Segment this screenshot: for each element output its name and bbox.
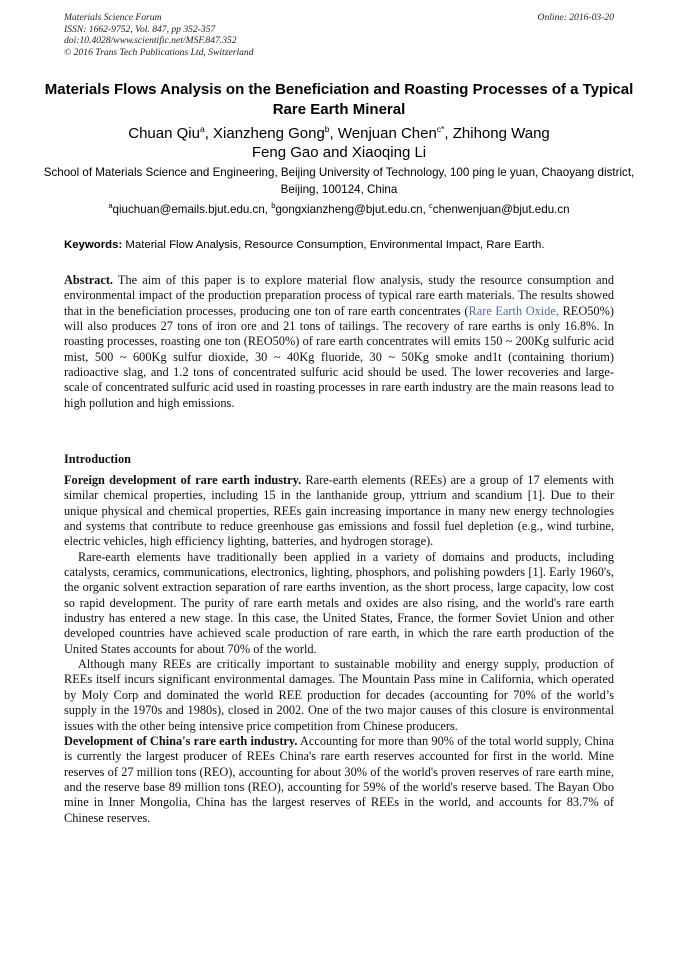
paper-title: Materials Flows Analysis on the Beneficiation and Roasting Processes of a Typical Rare Earth Mineral: [44, 81, 634, 118]
abstract: [64, 273, 614, 411]
keywords: [64, 237, 614, 253]
email-mark: b: [271, 201, 276, 211]
email-address[interactable]: chenwenjuan@bjut.edu.cn: [432, 203, 570, 216]
email-address[interactable]: qiuchuan@emails.bjut.edu.cn,: [112, 203, 269, 216]
paragraph-text: Rare-earth elements (REEs) are a group of 17 elements with similar chemical properties, including 15 in the lanthanide group, yttrium and scandium [1]. Due to their unique physical and chemical properties, REEs gain increasing importance in many new energy technologies and systems that contribute to reduce greenhouse gas emissions and fossil fuel depletion (e.g., wind turbine, electric vehicles, high efficiency lighting, batteries, and hydrogen storage).: [64, 473, 614, 549]
journal-info: [64, 12, 614, 58]
paragraph: Rare-earth elements have traditionally been applied in a variety of domains and products, including catalysts, ceramics, communications, electronics, lighting, phosphors, and polishing powders [1]. Early 1960's, the organic solvent extraction separation of rare earths invention, as the short process, large capacity, low cost so rapid development. The purity of rare earth metals and oxides are also rising, and the world's rare earth industry has entered a new stage. In this case, the United States, France, the former Soviet Union and other developed countries have achieved scale production of rare earth, in which the rare earth production of the United States accounts for about 70% of the world.: [64, 549, 614, 656]
paragraph-text: Accounting for more than 90% of the total world supply, China is currently the largest producer of REEs China's rare earth reserves accounted for first in the world. Mine reserves of 27 million tons (REO), accounting for about 30% of the world's proven reserves of rare earth mine, and the reserve base 89 million tons (REO), accounting for 59% of the world's reserve based. The Bayan Obo mine in Inner Mongolia, China has the largest reserves of REEs in the world, and accounts for 83.7% of Chinese reserves.: [64, 733, 614, 825]
online-date: Online: 2016-03-20: [537, 12, 614, 23]
email-address[interactable]: gongxianzheng@bjut.edu.cn,: [275, 203, 426, 216]
author-list: Chuan Qiu$^a$, Xianzheng Gong$^b$, Wenjuan Chen$^{c*}$, Zhihong Wang Feng Gao and Xiaoqing Li: [40, 124, 638, 162]
introduction-body: [64, 473, 614, 826]
journal-name: Materials Science Forum: [64, 12, 162, 23]
paragraph-lead: Development of China's rare earth industry.: [64, 733, 298, 748]
journal-doi: doi:10.4028/www.scientific.net/MSF.847.352: [64, 35, 237, 47]
section-heading: Introduction: [64, 452, 131, 466]
author-name: Zhihong Wang: [452, 125, 550, 142]
keywords-label: Keywords:: [64, 239, 123, 251]
author-affil-mark: b: [324, 124, 330, 134]
author-name: Feng Gao and Xiaoqing Li: [251, 144, 427, 161]
abstract-highlight: Rare Earth Oxide,: [468, 303, 559, 318]
journal-copyright: © 2016 Trans Tech Publications Ltd, Switzerland: [64, 46, 254, 58]
affiliation: School of Materials Science and Engineering, Beijing University of Technology, 100 ping le yuan, Chaoyang district, Beijing, 100124, China: [43, 166, 635, 196]
keywords-text: Material Flow Analysis, Resource Consumption, Environmental Impact, Rare Earth.: [122, 239, 545, 251]
journal-issn: ISSN: 1662-9752, Vol. 847, pp 352-357: [64, 23, 216, 35]
paragraph: [64, 473, 614, 550]
paragraph: [64, 734, 614, 826]
author-affil-mark: a: [199, 124, 205, 134]
email-mark: a: [108, 201, 113, 211]
author-name: Chuan Qiu: [128, 125, 200, 142]
paragraph: Although many REEs are critically important to sustainable mobility and energy supply, production of REEs itself incurs significant environmental damages. The Mountain Pass mine in California, which operated by Moly Corp and dominated the world REE production for decades (accounting for 70% of the world’s supply in the 1970s and 1980s), closed in 2002. One of the two major causes of this closure is environmental issues with the other being intensive price competition from Chinese producers.: [64, 657, 614, 733]
abstract-text: The aim of this paper is to explore material flow analysis, study the resource consumption and environmental impact of the production preparation process of typical rare earth materials. The results showed that in the beneficiation processes, producing one ton of rare earth concentrates (: [64, 273, 614, 318]
author-name: Xianzheng Gong: [213, 125, 325, 142]
abstract-text: REO50%) will also produces 27 tons of iron ore and 21 tons of tailings. The recovery of rare earths is only 16.8%. In roasting processes, roasting one ton (REO50%) of rare earth concentrates will emits 150 ~ 200Kg sulfuric acid mist, 500 ~ 600Kg sulfur dioxide, 30 ~ 40Kg fluoride, 30 ~ 50Kg smoke and1t (containing thorium) radioactive slag, and 1.2 tons of concentrated sulfuric acid should be used. The lower recoveries and large-scale of concentrated sulfuric acid used in roasting processes in rare earth industry are the main reasons lead to high pollution and high emissions.: [64, 303, 614, 410]
abstract-label: Abstract.: [64, 273, 114, 287]
author-name: Wenjuan Chen: [337, 125, 437, 142]
author-affil-mark: c*: [436, 124, 445, 134]
journal-header: [64, 12, 614, 58]
email-mark: c: [429, 201, 433, 211]
paragraph-lead: Foreign development of rare earth industry.: [64, 473, 302, 487]
author-emails: [40, 202, 638, 218]
